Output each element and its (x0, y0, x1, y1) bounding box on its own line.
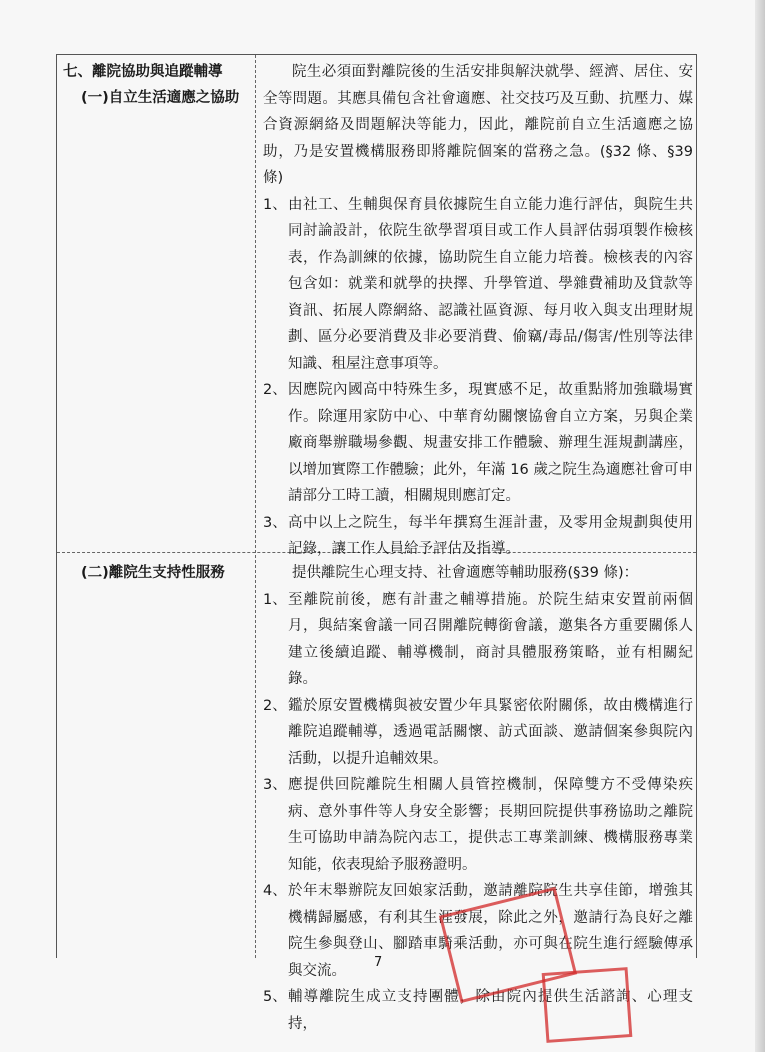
section2-intro: 提供離院生心理支持、社會適應等輔助服務(§39 條)： (292, 565, 639, 581)
item-number: 3、 (263, 514, 287, 531)
page-number: 7 (374, 955, 383, 970)
item-text: 鑑於原安置機構與被安置少年具緊密依附關係，故由機構進行離院追蹤輔導，透過電話關懷、訪式面談、邀請個案參與院內活動，以提升追輔效果。 (288, 697, 693, 767)
item-number: 3、 (263, 777, 287, 793)
item-text: 應提供回院離院生相關人員管控機制，保障雙方不受傳染疾病、意外事件等人身安全影響；長期回院提供事務協助之離院生可協助申請為院內志工，提供志工專業訓練、機構服務專業知能，依表現給予服務證明。 (288, 777, 693, 873)
item-number: 1、 (263, 591, 287, 608)
subsection1-heading: (一)自立生活適應之協助 (81, 90, 240, 106)
item-number: 5、 (263, 989, 287, 1005)
list-item (263, 510, 693, 563)
content-table (56, 54, 697, 1032)
list-item (263, 192, 693, 378)
item-text: 高中以上之院生，每半年撰寫生涯計畫，及零用金規劃與使用記錄，讓工作人員給予評估及指導。 (288, 514, 693, 557)
section7-content (263, 59, 693, 563)
scan-edge (755, 0, 765, 1052)
left-cell-section7 (63, 59, 239, 111)
list-item (263, 377, 693, 510)
item-number: 2、 (263, 382, 287, 398)
left-cell-section2 (63, 560, 225, 586)
item-text: 由社工、生輔與保育員依據院生自立能力進行評估，與院生共同討論設計，依院生欲學習項目或工作人員評估弱項製作檢核表，作為訓練的依據，協助院生自立能力培養。檢核表的內容包含如：就業和就學的抉擇、升學管道、學雜費補助及貸款等資訊、拓展人際網絡、認識社區資源、每月收入與支出理財規劃、區分必要消費及非必要消費、偷竊/毒品/傷害/性別等法律知識、租屋注意事項等。 (288, 196, 693, 372)
item-text: 至離院前後，應有計畫之輔導措施。於院生結束安置前兩個月，與結案會議一同召開離院轉銜會議，邀集各方重要關係人建立後續追蹤、輔導機制，商討具體服務策略，並有相關紀錄。 (288, 591, 693, 687)
section7-heading: 七、離院協助與追蹤輔導 (63, 64, 223, 80)
item-text: 於年末舉辦院友回娘家活動，邀請離院院生共享佳節，增強其機構歸屬感，有利其生涯發展，除此之外，邀請行為良好之離院生參與登山、腳踏車騎乘活動，亦可與在院生進行經驗傳承與交流。 (288, 883, 693, 979)
subsection2-heading: (二)離院生支持性服務 (81, 565, 225, 581)
column-divider (255, 55, 256, 958)
item-text: 因應院內國高中特殊生多，現實感不足，故重點將加強職場實作。除運用家防中心、中華育幼關懷協會自立方案，另與企業廠商舉辦職場參觀、規畫安排工作體驗、辦理生涯規劃講座，以增加實際工作體驗；此外，年滿 16 歲之院生為適應社會可申請部分工時工讀，相關規則應訂定。 (288, 382, 693, 504)
item-number: 1、 (263, 196, 287, 213)
list-item (263, 693, 693, 773)
item-number: 2、 (263, 697, 287, 714)
red-seal-stamp-small (542, 967, 633, 1043)
item-number: 4、 (263, 883, 287, 899)
item-text: 輔導離院生成立支持團體，除由院內提供生活諮詢、心理支持， (288, 989, 693, 1032)
list-item (263, 772, 693, 878)
list-item (263, 587, 693, 693)
section7-intro: 院生必須面對離院後的生活安排與解決就學、經濟、居住、安全等問題。其應具備包含社會適應、社交技巧及互動、抗壓力、媒合資源網絡及問題解決等能力，因此，離院前自立生活適應之協助，乃是安置機構服務即將離院個案的當務之急。(§32 條、§39 條) (263, 64, 693, 186)
